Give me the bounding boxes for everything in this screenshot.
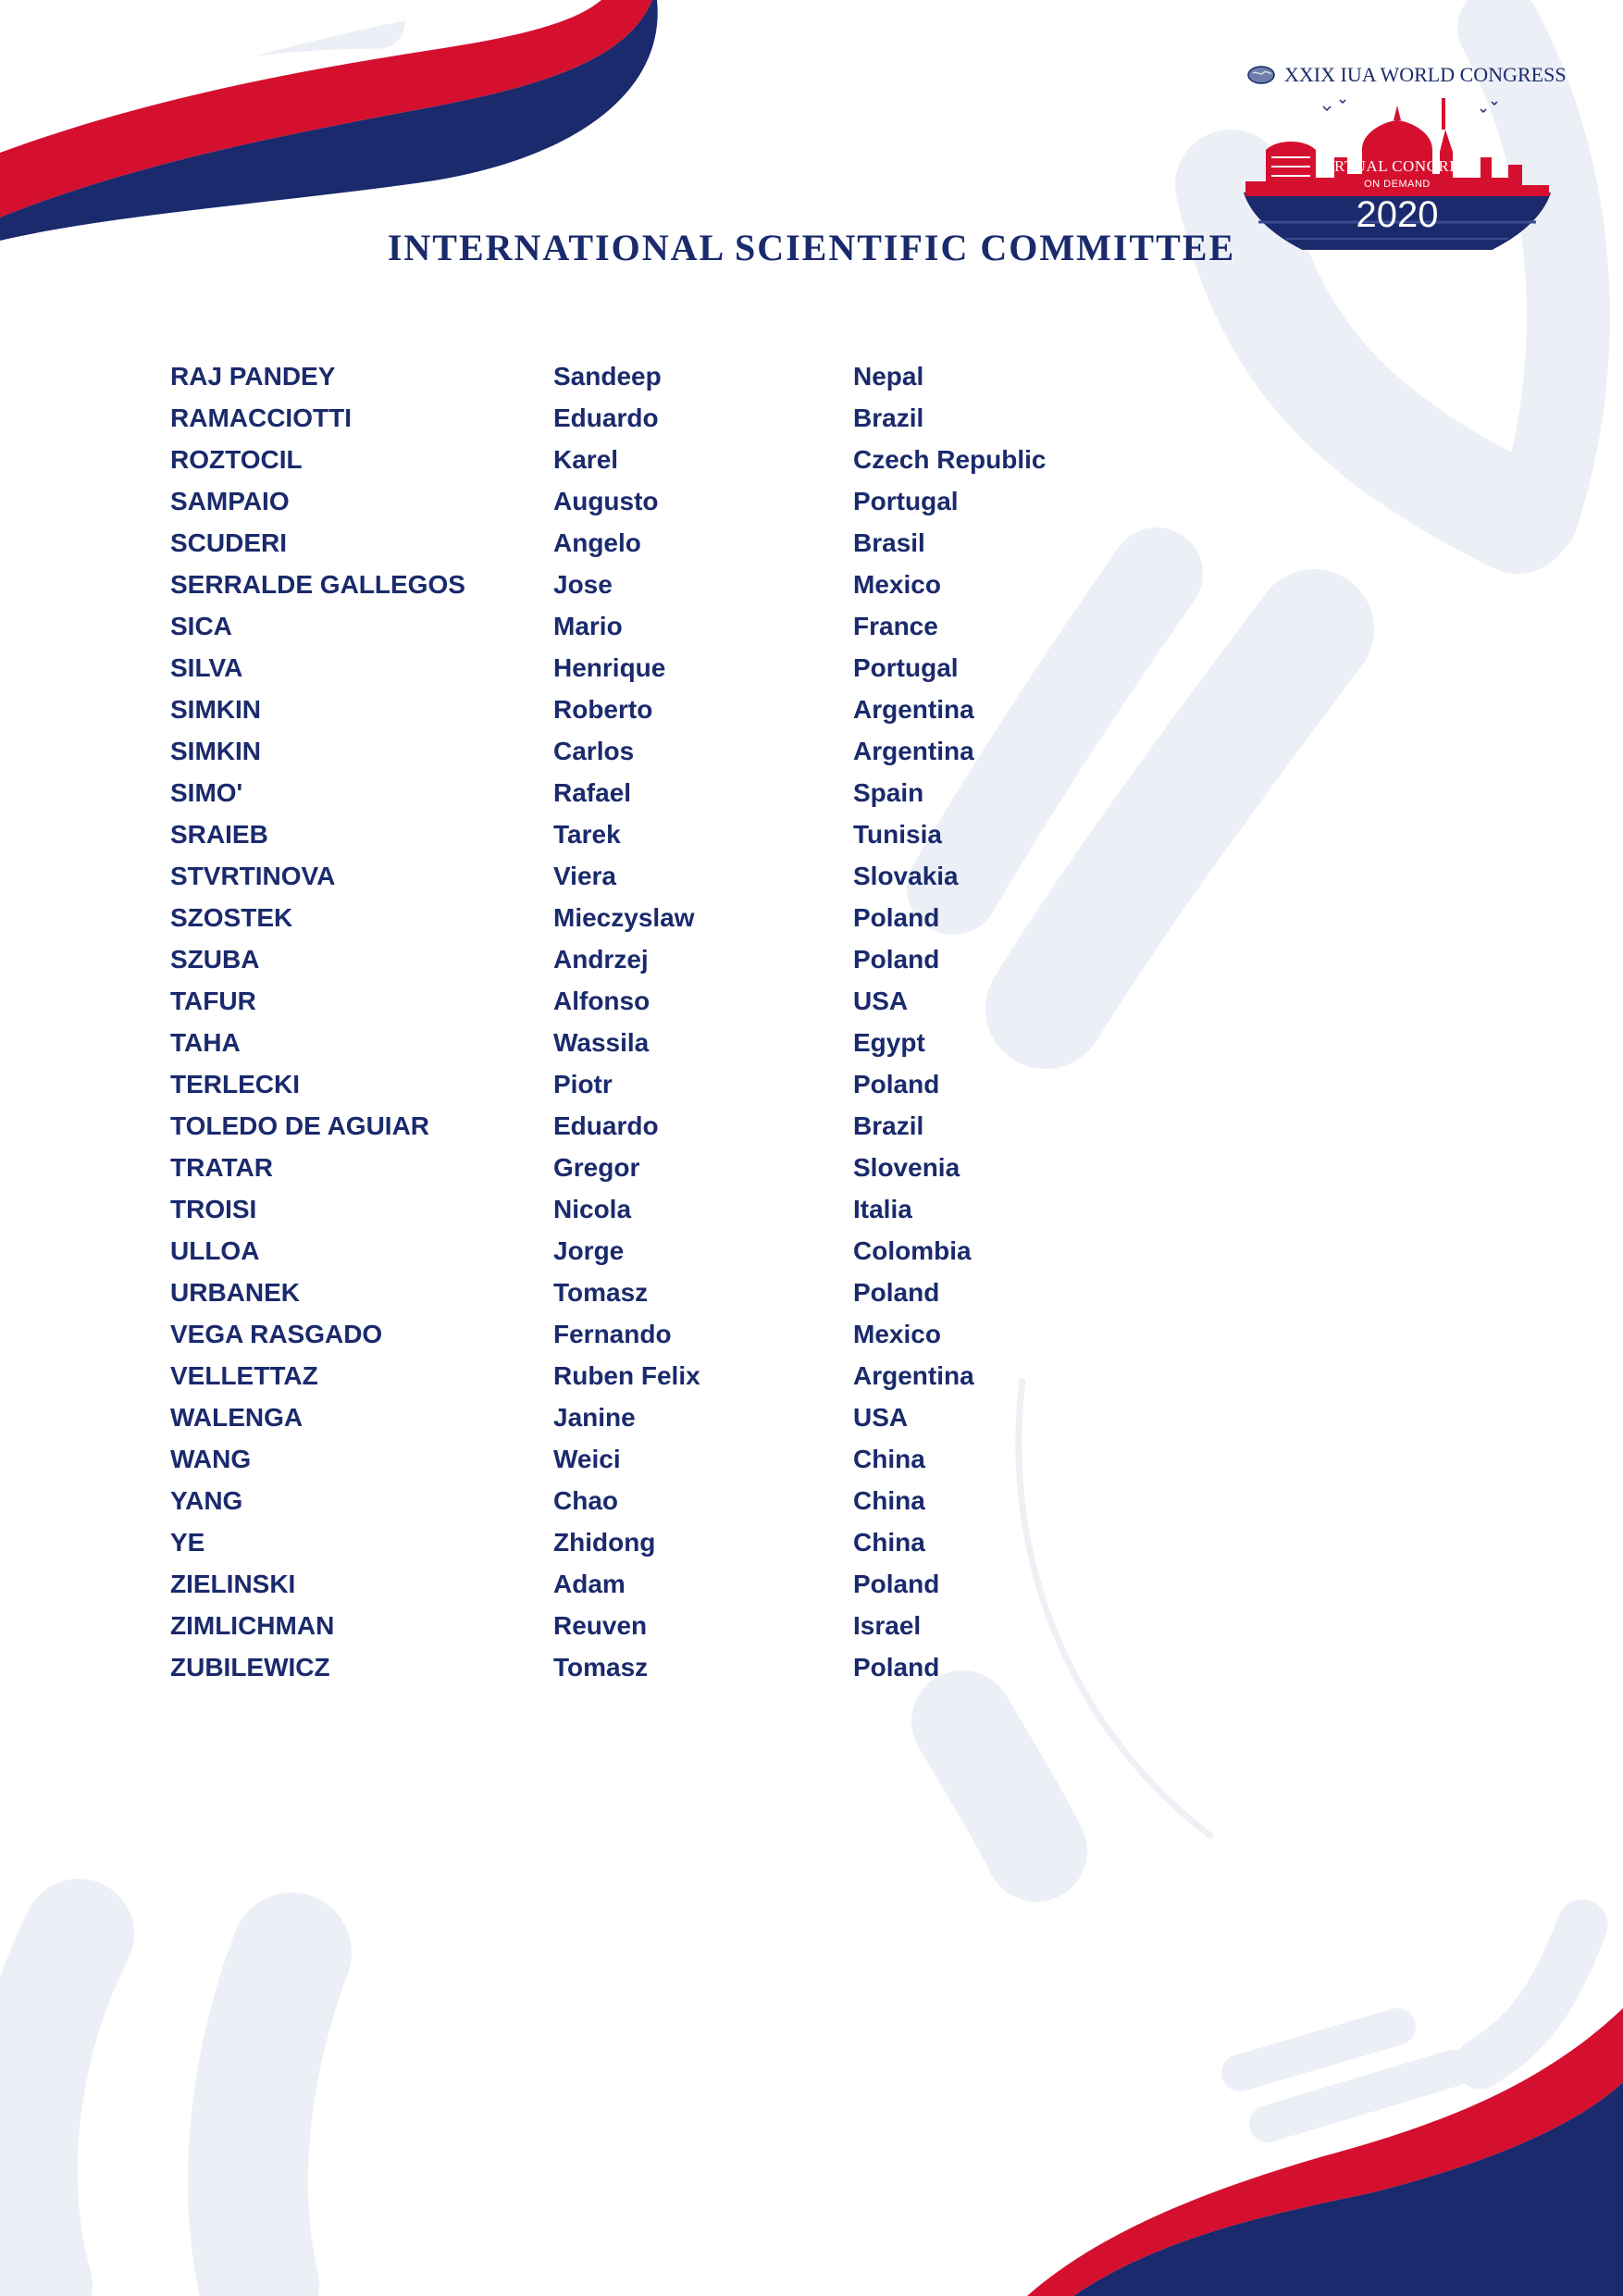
member-first-name: Eduardo [553, 1111, 659, 1140]
committee-row [170, 397, 1131, 439]
member-country: USA [853, 986, 909, 1015]
member-country: Slovakia [853, 861, 959, 890]
member-surname: VEGA RASGADO [170, 1319, 383, 1348]
member-surname: SIMO' [170, 777, 243, 807]
committee-row [170, 1147, 1131, 1188]
committee-row [170, 938, 1131, 980]
member-first-name: Zhidong [553, 1527, 656, 1557]
member-country: Mexico [853, 1319, 941, 1348]
committee-row [170, 1230, 1131, 1272]
committee-row [170, 605, 1131, 647]
member-surname: SIMKIN [170, 694, 261, 724]
member-first-name: Angelo [553, 527, 641, 557]
member-first-name: Andrzej [553, 944, 649, 974]
member-surname: TOLEDO DE AGUIAR [170, 1111, 430, 1140]
member-country: Brazil [853, 1111, 924, 1140]
member-surname: ROZTOCIL [170, 444, 303, 474]
member-country: Brazil [853, 403, 924, 432]
logo-on-demand-label: ON DEMAND [1364, 179, 1431, 190]
member-country: China [853, 1485, 925, 1515]
member-surname: YANG [170, 1485, 243, 1515]
member-country: Poland [853, 1569, 940, 1598]
committee-row [170, 1105, 1131, 1147]
member-country: Brasil [853, 527, 925, 557]
logo-year: 2020 [1356, 194, 1439, 235]
committee-row [170, 439, 1131, 480]
member-surname: WANG [170, 1444, 252, 1473]
congress-logo [1231, 56, 1567, 250]
member-country: Colombia [853, 1235, 972, 1265]
committee-row [170, 1188, 1131, 1230]
committee-row [170, 1022, 1131, 1063]
committee-row [170, 1313, 1131, 1355]
member-surname: SAMPAIO [170, 486, 290, 515]
committee-row [170, 855, 1131, 897]
congress-name: XXIX IUA WORLD CONGRESS [1284, 63, 1567, 86]
member-surname: VELLETTAZ [170, 1360, 318, 1390]
member-first-name: Jorge [553, 1235, 625, 1265]
member-first-name: Chao [553, 1485, 618, 1515]
member-surname: YE [170, 1527, 205, 1557]
member-country: Mexico [853, 569, 941, 599]
member-surname: SICA [170, 611, 232, 640]
member-country: Portugal [853, 652, 959, 682]
member-first-name: Nicola [553, 1194, 632, 1223]
member-first-name: Viera [553, 861, 616, 890]
member-first-name: Tarek [553, 819, 621, 849]
member-first-name: Adam [553, 1569, 626, 1598]
committee-row [170, 980, 1131, 1022]
member-surname: TAFUR [170, 986, 256, 1015]
member-first-name: Alfonso [553, 986, 650, 1015]
member-surname: SERRALDE GALLEGOS [170, 569, 465, 599]
logo-header [1247, 63, 1567, 87]
committee-row [170, 1063, 1131, 1105]
committee-row [170, 897, 1131, 938]
member-first-name: Mario [553, 611, 623, 640]
member-surname: SZUBA [170, 944, 260, 974]
member-country: Portugal [853, 486, 959, 515]
member-country: Argentina [853, 694, 974, 724]
member-country: Slovenia [853, 1152, 960, 1182]
member-first-name: Reuven [553, 1610, 648, 1640]
flag-ribbon-top [0, 0, 658, 241]
logo-virtual-label: VIRTUAL CONGRESS [1317, 157, 1478, 175]
member-first-name: Piotr [553, 1069, 613, 1098]
committee-row [170, 1563, 1131, 1605]
member-surname: TRATAR [170, 1152, 273, 1182]
member-first-name: Tomasz [553, 1277, 649, 1307]
member-first-name: Jose [553, 569, 613, 599]
member-country: Poland [853, 1277, 940, 1307]
member-first-name: Sandeep [553, 361, 662, 391]
member-surname: SCUDERI [170, 527, 288, 557]
committee-row [170, 480, 1131, 522]
member-first-name: Karel [553, 444, 619, 474]
member-surname: SZOSTEK [170, 902, 293, 932]
member-first-name: Weici [553, 1444, 621, 1473]
member-first-name: Janine [553, 1402, 636, 1432]
member-surname: TAHA [170, 1027, 241, 1057]
committee-row [170, 647, 1131, 689]
member-first-name: Fernando [553, 1319, 672, 1348]
member-first-name: Rafael [553, 777, 632, 807]
member-surname: ZIMLICHMAN [170, 1610, 335, 1640]
committee-row [170, 1646, 1131, 1688]
committee-row [170, 1480, 1131, 1521]
committee-row [170, 355, 1131, 397]
member-surname: STVRTINOVA [170, 861, 336, 890]
member-first-name: Augusto [553, 486, 659, 515]
member-surname: WALENGA [170, 1402, 304, 1432]
committee-row [170, 1396, 1131, 1438]
member-country: Poland [853, 944, 940, 974]
member-country: Nepal [853, 361, 924, 391]
member-first-name: Gregor [553, 1152, 640, 1182]
committee-row [170, 730, 1131, 772]
member-country: Italia [853, 1194, 912, 1223]
globe-icon [1247, 66, 1275, 84]
committee-row [170, 772, 1131, 813]
member-country: China [853, 1444, 925, 1473]
member-surname: SILVA [170, 652, 243, 682]
member-first-name: Tomasz [553, 1652, 649, 1682]
member-country: China [853, 1527, 925, 1557]
committee-row [170, 522, 1131, 564]
member-first-name: Carlos [553, 736, 635, 765]
member-surname: SRAIEB [170, 819, 268, 849]
committee-row [170, 1355, 1131, 1396]
member-country: Czech Republic [853, 444, 1047, 474]
member-country: France [853, 611, 938, 640]
member-country: Spain [853, 777, 924, 807]
committee-row [170, 1438, 1131, 1480]
committee-row [170, 1521, 1131, 1563]
member-first-name: Henrique [553, 652, 666, 682]
committee-list [170, 355, 1131, 1688]
member-surname: RAMACCIOTTI [170, 403, 352, 432]
member-country: Poland [853, 1069, 940, 1098]
member-country: Egypt [853, 1027, 925, 1057]
member-country: Poland [853, 1652, 940, 1682]
member-first-name: Wassila [553, 1027, 650, 1057]
member-first-name: Roberto [553, 694, 653, 724]
member-country: Poland [853, 902, 940, 932]
member-first-name: Mieczyslaw [553, 902, 695, 932]
member-surname: TERLECKI [170, 1069, 300, 1098]
member-surname: ZUBILEWICZ [170, 1652, 330, 1682]
member-surname: RAJ PANDEY [170, 361, 336, 391]
member-surname: SIMKIN [170, 736, 261, 765]
member-first-name: Ruben Felix [553, 1360, 700, 1390]
committee-row [170, 1605, 1131, 1646]
committee-row [170, 689, 1131, 730]
member-country: Israel [853, 1610, 922, 1640]
member-surname: TROISI [170, 1194, 257, 1223]
member-first-name: Eduardo [553, 403, 659, 432]
member-country: USA [853, 1402, 909, 1432]
member-country: Argentina [853, 1360, 974, 1390]
member-country: Argentina [853, 736, 974, 765]
member-surname: URBANEK [170, 1277, 300, 1307]
member-country: Tunisia [853, 819, 942, 849]
committee-row [170, 1272, 1131, 1313]
member-surname: ZIELINSKI [170, 1569, 296, 1598]
committee-row [170, 813, 1131, 855]
committee-row [170, 564, 1131, 605]
member-surname: ULLOA [170, 1235, 260, 1265]
page-title: INTERNATIONAL SCIENTIFIC COMMITTEE [387, 227, 1236, 268]
